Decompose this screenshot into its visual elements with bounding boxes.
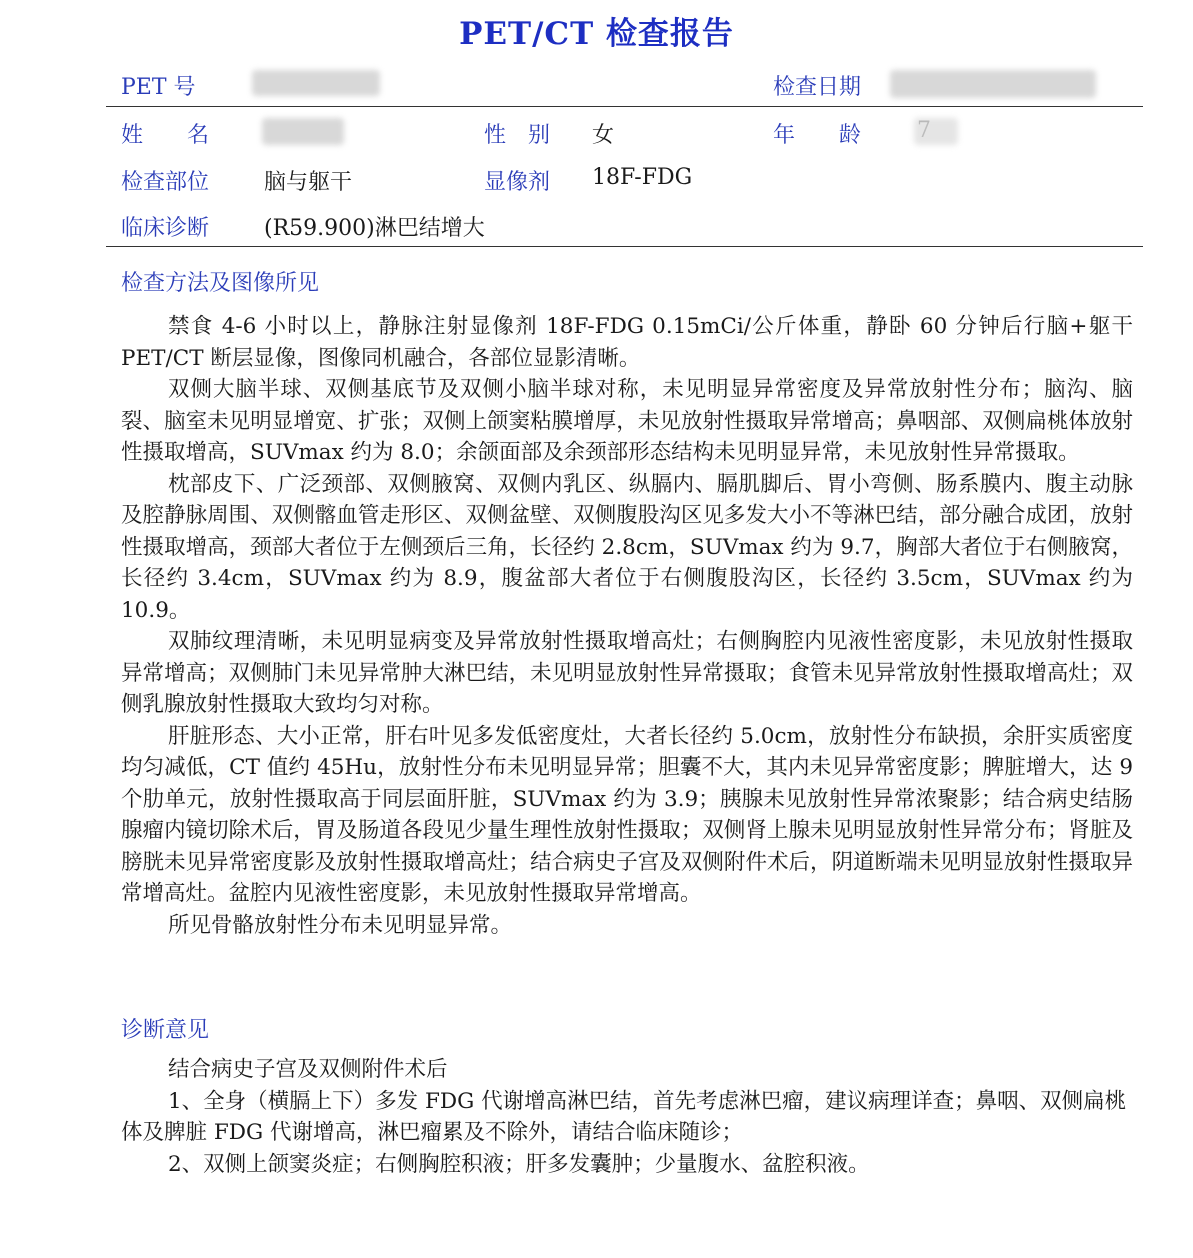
findings-paragraph: 双侧大脑半球、双侧基底节及双侧小脑半球对称，未见明显异常密度及异常放射性分布；脑沟、脑裂、脑室未见明显增宽、扩张；双侧上颌窦粘膜增厚，未见放射性摄取异常增高；鼻咽部、双侧扁桃体放射性摄取增高，SUVmax 约为 8.0；余颌面部及余颈部形态结构未见明显异常，未见放射性异常摄取。 (121, 377, 1133, 465)
findings-paragraph: 禁食 4-6 小时以上，静脉注射显像剂 18F-FDG 0.15mCi/公斤体重，静卧 60 分钟后行脑+躯干 PET/CT 断层显像，图像同机融合，各部位显影清晰。 (121, 314, 1133, 371)
findings-heading: 检查方法及图像所见 (121, 271, 320, 296)
name-label: 姓 名 (121, 123, 210, 148)
imaging-agent-value: 18F-FDG (592, 165, 693, 190)
diagnosis-heading: 诊断意见 (121, 1018, 210, 1043)
findings-paragraph: 双肺纹理清晰，未见明显病变及异常放射性摄取增高灶；右侧胸腔内见液性密度影，未见放射性摄取异常增高；双侧肺门未见异常肿大淋巴结，未见明显放射性异常摄取；食管未见异常放射性摄取增高灶；双侧乳腺放射性摄取大致均匀对称。 (121, 629, 1133, 717)
redacted-name (262, 118, 344, 145)
sex-label: 性 别 (484, 123, 551, 148)
redacted-pet-number (252, 70, 380, 96)
findings-paragraph: 肝脏形态、大小正常，肝右叶见多发低密度灶，大者长径约 5.0cm，放射性分布缺损，余肝实质密度均匀减低，CT 值约 45Hu，放射性分布未见明显异常；胆囊不大，其内未见异常密度影；脾脏增大，达 9 个肋单元，放射性摄取高于同层面肝脏，SUVmax 约为 3.9；胰腺未见放射性异常浓聚影；结合病史结肠腺瘤内镜切除术后，胃及肠道各段见少量生理性放射性摄取；双侧肾上腺未见明显放射性异常分布；肾脏及膀胱未见异常密度影及放射性摄取增高灶；结合病史子宫及双侧附件术后，阴道断端未见明显放射性摄取异常增高灶。盆腔内见液性密度影，未见放射性摄取异常增高。 (121, 723, 1133, 906)
diagnosis-paragraph: 1、全身（横膈上下）多发 FDG 代谢增高淋巴结，首先考虑淋巴瘤，建议病理详查；鼻咽、双侧扁桃体及脾脏 FDG 代谢增高，淋巴瘤累及不除外，请结合临床随诊； (121, 1088, 1127, 1145)
findings-paragraph: 枕部皮下、广泛颈部、双侧腋窝、双侧内乳区、纵膈内、膈肌脚后、胃小弯侧、肠系膜内、腹主动脉及腔静脉周围、双侧髂血管走形区、双侧盆壁、双侧腹股沟区见多发大小不等淋巴结，部分融合成团，放射性摄取增高，颈部大者位于左侧颈后三角，长径约 2.8cm，SUVmax 约为 9.7，胸部大者位于右侧腋窝，长径约 3.4cm，SUVmax 约为 8.9，腹盆部大者位于右侧腹股沟区，长径约 3.5cm，SUVmax 约为 10.9。 (121, 471, 1133, 623)
diagnosis-body (121, 1054, 1133, 1180)
diagnosis-paragraph: 2、双侧上颌窦炎症；右侧胸腔积液；肝多发囊肿；少量腹水、盆腔积液。 (168, 1151, 870, 1177)
findings-body (121, 311, 1133, 941)
clinical-diagnosis-value: (R59.900)淋巴结增大 (264, 216, 485, 241)
exam-date-label: 检查日期 (773, 75, 862, 100)
clinical-diagnosis-label: 临床诊断 (121, 216, 210, 241)
report-title: PET/CT 检查报告 (459, 16, 734, 52)
imaging-agent-label: 显像剂 (484, 170, 551, 195)
exam-site-label: 检查部位 (121, 170, 210, 195)
header-divider-top (106, 106, 1143, 107)
exam-site-value: 脑与躯干 (264, 170, 353, 195)
findings-paragraph: 所见骨骼放射性分布未见明显异常。 (168, 912, 513, 938)
header-divider-bottom (106, 246, 1143, 247)
redacted-age (914, 118, 958, 145)
redacted-exam-date (890, 70, 1096, 98)
sex-value: 女 (592, 123, 615, 148)
age-label: 年 龄 (773, 123, 862, 148)
pet-number-label: PET 号 (121, 75, 196, 100)
diagnosis-paragraph: 结合病史子宫及双侧附件术后 (168, 1057, 448, 1082)
